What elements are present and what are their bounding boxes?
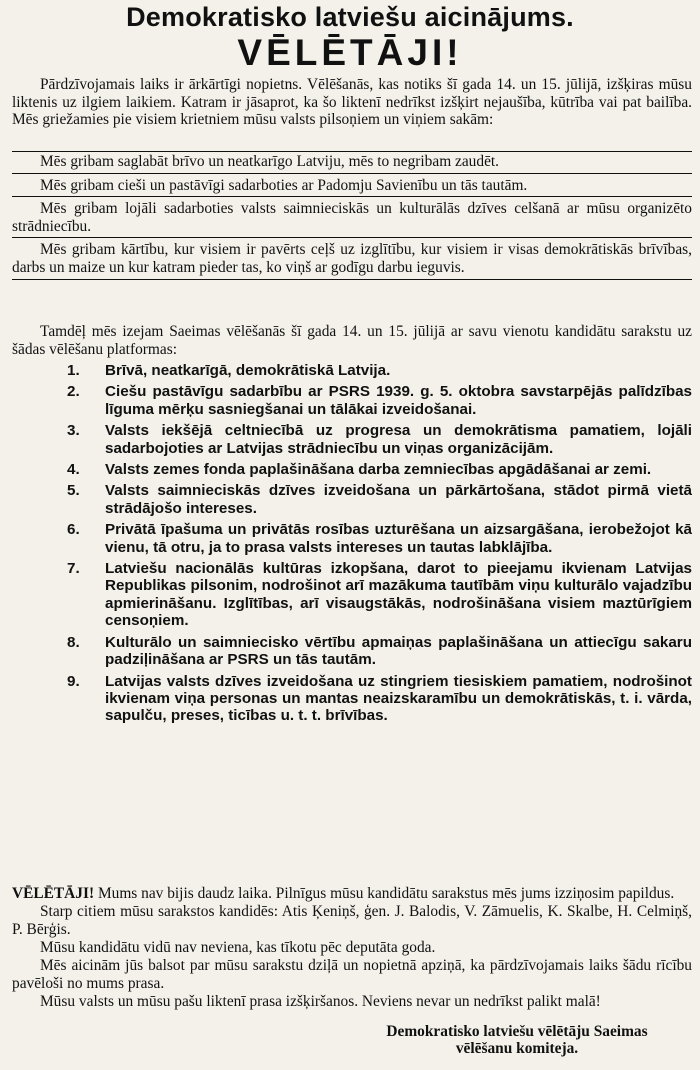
- platform-item-text: Brīvā, neatkarīgā, demokrātiskā Latvija.: [105, 362, 391, 379]
- demands-list: [12, 151, 692, 283]
- platform-list: [12, 362, 692, 729]
- platform-intro: Tamdēļ mēs izejam Saeimas vēlēšanās šī gada 14. un 15. jūlijā ar savu vienotu kandidātu sarakstu uz šādas vēlēšanu platformas:: [12, 323, 692, 358]
- intro-paragraph: Pārdzīvojamais laiks ir ārkārtīgi nopietns. Vēlēšanās, kas notiks šī gada 14. un 15. jūlijā, izšķiras mūsu liktenis uz ilgiem laikiem. Katram ir jāsaprot, ka šo liktenī nedrīkst izšķirt nejaušība, kūtrība vai pat bailība. Mēs griežamies pie visiem krietniem mūsu valsts pilsoņiem un viņiem sakām:: [12, 76, 692, 129]
- demand-item: Mēs gribam cieši un pastāvīgi sadarboties ar Padomju Savienību un tās tautām.: [12, 177, 692, 198]
- platform-item-number: 7.: [67, 560, 80, 578]
- signature-block: [352, 1023, 682, 1057]
- closing-section: [12, 885, 692, 1011]
- platform-item-number: 5.: [67, 482, 80, 500]
- platform-item-text: Latviešu nacionālās kultūras izkopšana, darot to pieejamu ikvienam Latvijas Republikas pilsonim, nodrošinot arī mazākuma tautībām viņu kulturālo vajadzību apmierināšanu. Izglītības, arī visaugstākās, nodrošināšana visiem maztūrīgiem censoņiem.: [105, 560, 692, 630]
- platform-item: [12, 362, 692, 379]
- leaflet-title: Demokratisko latviešu aicinājums.: [126, 2, 574, 32]
- platform-item-text: Latvijas valsts dzīves izveidošana uz stingriem tiesiskiem pamatiem, nodrošinot ikvienam viņa personas un mantas neaizskaramību un demokrātiskās, t. i. vārda, sapulču, preses, ticības u. t. t. brīvības.: [105, 672, 692, 725]
- platform-item-number: 8.: [67, 633, 80, 651]
- closing-paragraph: Mēs aicinām jūs balsot par mūsu sarakstu dziļā un nopietnā apziņā, ka pārdzīvojamais laiks šādu rīcību pavēloši no mums prasa.: [12, 957, 692, 992]
- signature-line: vēlēšanu komiteja.: [455, 1040, 579, 1057]
- platform-item-number: 3.: [67, 422, 80, 440]
- platform-item-text: Valsts zemes fonda paplašināšana darba zemniecības apgādāšanai ar zemi.: [105, 461, 652, 479]
- platform-item: [12, 482, 692, 517]
- closing-text: Mums nav bijis daudz laika. Pilnīgus mūsu kandidātu sarakstus mēs jums izziņosim papildus.: [94, 885, 675, 902]
- platform-item: [12, 383, 692, 418]
- platform-item-text: Valsts saimnieciskās dzīves izveidošana un pārkārtošana, stādot pirmā vietā strādājošo intereses.: [105, 482, 692, 517]
- closing-address: VĒLĒTĀJI!: [12, 885, 95, 902]
- platform-item: [12, 461, 692, 478]
- platform-item-text: Ciešu pastāvīgu sadarbību ar PSRS 1939. g. 5. oktobra savstarpējās palīdzības līguma mērķu sasniegšanai un tālākai izveidošanai.: [105, 383, 692, 418]
- platform-item-number: 2.: [67, 383, 80, 401]
- platform-item: [12, 560, 692, 630]
- platform-item-number: 6.: [67, 521, 80, 539]
- closing-paragraph: [12, 885, 692, 903]
- candidates-paragraph: Starp citiem mūsu sarakstos kandidēs: Atis Ķeniņš, ģen. J. Balodis, V. Zāmuelis, K. Skalbe, H. Celmiņš, P. Bērģis.: [12, 903, 692, 938]
- demand-item: Mēs gribam lojāli sadarboties valsts saimnieciskās un kulturālās dzīves celšanā ar mūsu organizēto strādniecību.: [12, 200, 692, 238]
- platform-item-text: Valsts iekšējā celtniecībā uz progresa un demokrātisma pamatiem, lojāli sadarbojoties ar Latvijas strādniecību un viņas organizācijām.: [105, 422, 692, 457]
- leaflet-headline: VĒLĒTĀJI!: [237, 32, 463, 73]
- closing-paragraph: Mūsu valsts un mūsu pašu liktenī prasa izšķiršanos. Neviens nevar un nedrīkst palikt malā!: [40, 993, 601, 1010]
- platform-item: [12, 634, 692, 669]
- platform-item-number: 4.: [67, 461, 80, 479]
- platform-item: [12, 422, 692, 457]
- platform-item: [12, 673, 692, 725]
- demand-item: Mēs gribam saglabāt brīvo un neatkarīgo Latviju, mēs to negribam zaudēt.: [12, 151, 692, 174]
- platform-item: [12, 521, 692, 556]
- signature-line: Demokratisko latviešu vēlētāju Saeimas: [386, 1023, 648, 1040]
- platform-item-text: Kulturālo un saimniecisko vērtību apmaiņas paplašināšana un attiecīgu sakaru padziļināšana ar PSRS un tās tautām.: [105, 633, 692, 669]
- platform-item-text: Privātā īpašuma un privātās rosības uzturēšana un aizsargāšana, ierobežojot kā vienu, tā otru, ja to prasa valsts intereses un tautas labklājība.: [105, 521, 692, 556]
- demand-item: Mēs gribam kārtību, kur visiem ir pavērts ceļš uz izglītību, kur visiem ir visas demokrātiskās brīvības, darbs un maize un kur katram pieder tas, ko viņš ar godīgu darbu ieguvis.: [12, 241, 692, 279]
- platform-item-number: 1.: [67, 362, 80, 379]
- closing-paragraph: Mūsu kandidātu vidū nav neviena, kas tīkotu pēc deputāta goda.: [40, 939, 436, 956]
- platform-item-number: 9.: [67, 672, 80, 690]
